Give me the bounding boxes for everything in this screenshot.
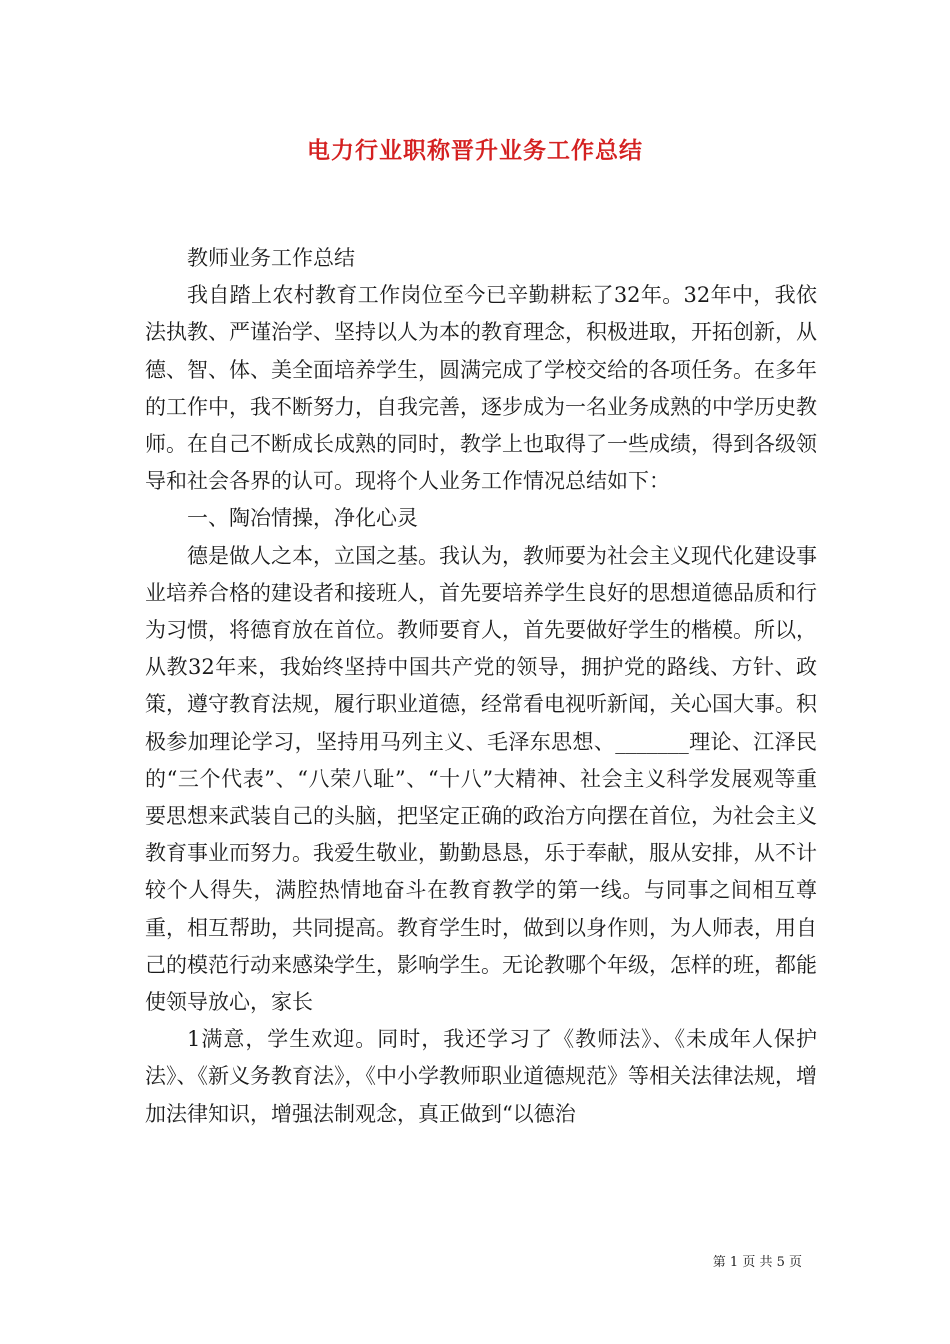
section-heading-one: 一、陶冶情操，净化心灵 — [187, 506, 418, 531]
section-heading-summary: 教师业务工作总结 — [187, 246, 355, 270]
document-title: 电力行业职称晋升业务工作总结 — [307, 137, 643, 164]
page-number: 第 1 页 共 5 页 — [712, 1255, 802, 1270]
document-body — [145, 240, 817, 1133]
paragraph-intro: 我自踏上农村教育工作岗位至今已辛勤耕耘了32年。32年中，我依法执教、严谨治学、坚持以人为本的教育理念，积极进取，开拓创新，从德、智、体、美全面培养学生，圆满完成了学校交给的各项任务。在多年的工作中，我不断努力，自我完善，逐步成为一名业务成熟的中学历史教师。在自己不断成长成熟的同时，教学上也取得了一些成绩，得到各级领导和社会各界的认可。现将个人业务工作情况总结如下： — [145, 283, 817, 494]
paragraph-morality: 德是做人之本，立国之基。我认为，教师要为社会主义现代化建设事业培养合格的建设者和接班人，首先要培养学生良好的思想道德品质和行为习惯，将德育放在首位。教师要育人，首先要做好学生的楷模。所以，从教32年来，我始终坚持中国共产党的领导，拥护党的路线、方针、政策，遵守教育法规，履行职业道德，经常看电视听新闻，关心国大事。积极参加理论学习，坚持用马列主义、毛泽东思想、_______理论、江泽民的“三个代表”、“八荣八耻”、“十八”大精神、社会主义科学发展观等重要思想来武装自己的头脑，把坚定正确的政治方向摆在首位，为社会主义教育事业而努力。我爱生敬业，勤勤恳恳，乐于奉献，服从安排，从不计较个人得失，满腔热情地奋斗在教育教学的第一线。与同事之间相互尊重，相互帮助，共同提高。教育学生时，做到以身作则，为人师表，用自己的模范行动来感染学生，影响学生。无论教哪个年级，怎样的班，都能使领导放心，家长 — [145, 543, 817, 1015]
paragraph-laws: 1满意，学生欢迎。同时，我还学习了《教师法》、《未成年人保护法》、《新义务教育法》，《中小学教师职业道德规范》等相关法律法规，增加法律知识，增强法制观念，真正做到“以德治 — [145, 1027, 817, 1126]
